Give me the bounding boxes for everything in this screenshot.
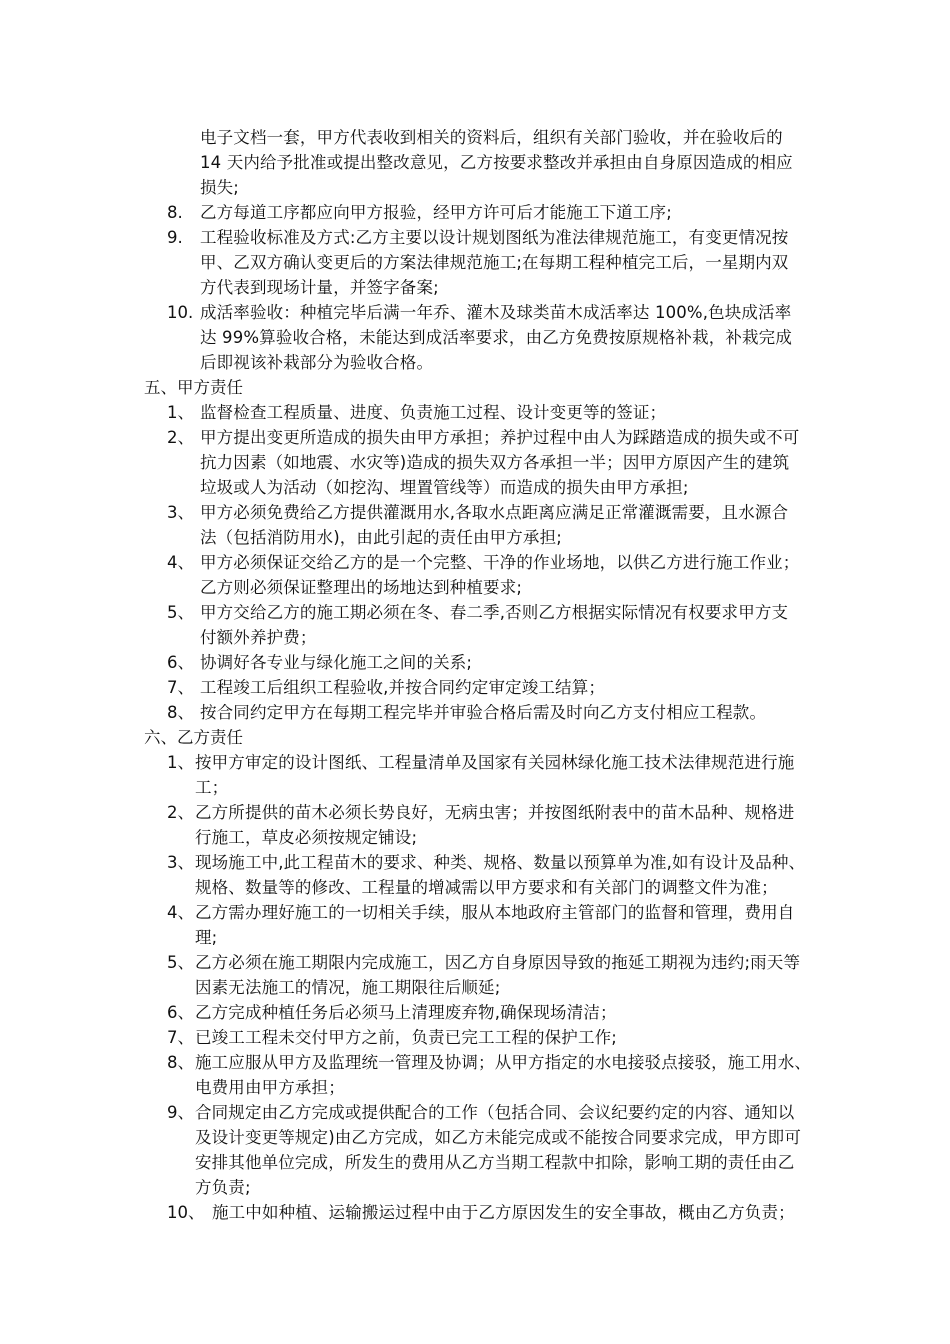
item-line: 法（包括消防用水)，由此引起的责任由甲方承担;: [200, 528, 562, 547]
item-line: 后即视该补栽部分为验收合格。: [200, 353, 434, 372]
item-number: 2、: [167, 803, 194, 822]
item-line: 现场施工中,此工程苗木的要求、种类、规格、数量以预算单为准,如有设计及品种、: [195, 853, 806, 872]
item-line: 监督检查工程质量、进度、负责施工过程、设计变更等的签证；: [200, 403, 667, 422]
item-line: 方负责;: [195, 1178, 251, 1197]
item-number: 3、: [167, 853, 194, 872]
item-line: 工程竣工后组织工程验收,并按合同约定审定竣工结算；: [200, 678, 605, 697]
intro-line: 电子文档一套，甲方代表收到相关的资料后，组织有关部门验收，并在验收后的: [200, 128, 783, 147]
intro-line: 14 天内给予批准或提出整改意见，乙方按要求整改并承担由自身原因造成的相应: [200, 153, 793, 172]
item-line: 理;: [195, 928, 218, 947]
item-number: 1、: [167, 403, 194, 422]
item-number: 4、: [167, 553, 194, 572]
item-number: 8、: [167, 1053, 194, 1072]
item-number: 1、: [167, 753, 194, 772]
item-number: 4、: [167, 903, 194, 922]
item-line: 协调好各专业与绿化施工之间的关系;: [200, 653, 473, 672]
item-line: 乙方则必须保证整理出的场地达到种植要求;: [200, 578, 523, 597]
item-line: 甲、乙双方确认变更后的方案法律规范施工;在每期工程种植完工后，一星期内双: [200, 253, 789, 272]
item-line: 抗力因素（如地震、水灾等)造成的损失双方各承担一半；因甲方原因产生的建筑: [200, 453, 790, 472]
item-line: 电费用由甲方承担；: [195, 1078, 345, 1097]
item-line: 已竣工工程未交付甲方之前，负责已完工工程的保护工作;: [195, 1028, 617, 1047]
item-line: 施工中如种植、运输搬运过程中由于乙方原因发生的安全事故，概由乙方负责；: [212, 1203, 795, 1222]
section-heading: 六、乙方责任: [144, 728, 243, 747]
item-line: 及设计变更等规定)由乙方完成，如乙方未能完成或不能按合同要求完成，甲方即可: [195, 1128, 801, 1147]
item-line: 甲方必须免费给乙方提供灌溉用水,各取水点距离应满足正常灌溉需要，且水源合: [200, 503, 789, 522]
item-line: 乙方需办理好施工的一切相关手续，服从本地政府主管部门的监督和管理，费用自: [195, 903, 795, 922]
item-line: 安排其他单位完成，所发生的费用从乙方当期工程款中扣除，影响工期的责任由乙: [195, 1153, 795, 1172]
intro-line: 损失;: [200, 178, 240, 197]
item-line: 工；: [195, 778, 229, 797]
item-line: 乙方每道工序都应向甲方报验，经甲方许可后才能施工下道工序;: [200, 203, 672, 222]
item-number: 10、: [167, 1203, 205, 1222]
item-number: 10.: [167, 303, 194, 322]
item-line: 乙方所提供的苗木必须长势良好，无病虫害；并按图纸附表中的苗木品种、规格进: [195, 803, 795, 822]
item-number: 9.: [167, 228, 183, 247]
item-number: 7、: [167, 678, 194, 697]
item-line: 甲方提出变更所造成的损失由甲方承担；养护过程中由人为踩踏造成的损失或不可: [200, 428, 800, 447]
item-line: 规格、数量等的修改、工程量的增减需以甲方要求和有关部门的调整文件为准；: [195, 878, 778, 897]
item-number: 6、: [167, 1003, 194, 1022]
item-line: 达 99%算验收合格，未能达到成活率要求，由乙方免费按原规格补栽，补栽完成: [200, 328, 792, 347]
item-line: 乙方必须在施工期限内完成施工，因乙方自身原因导致的拖延工期视为违约;雨天等: [195, 953, 801, 972]
item-line: 行施工，草皮必须按规定铺设;: [195, 828, 418, 847]
item-number: 8.: [167, 203, 183, 222]
item-number: 6、: [167, 653, 194, 672]
item-line: 成活率验收：种植完毕后满一年乔、灌木及球类苗木成活率达 100%,色块成活率: [200, 303, 792, 322]
item-line: 合同规定由乙方完成或提供配合的工作（包括合同、会议纪要约定的内容、通知以: [195, 1103, 795, 1122]
item-line: 甲方交给乙方的施工期必须在冬、春二季,否则乙方根据实际情况有权要求甲方支: [200, 603, 789, 622]
item-line: 方代表到现场计量，并签字备案;: [200, 278, 439, 297]
item-number: 9、: [167, 1103, 194, 1122]
item-number: 5、: [167, 603, 194, 622]
section-heading: 五、甲方责任: [144, 378, 243, 397]
item-line: 甲方必须保证交给乙方的是一个完整、干净的作业场地，以供乙方进行施工作业；: [200, 553, 800, 572]
item-line: 因素无法施工的情况，施工期限往后顺延;: [195, 978, 501, 997]
item-line: 乙方完成种植任务后必须马上清理废弃物,确保现场清洁；: [195, 1003, 617, 1022]
item-line: 按合同约定甲方在每期工程完毕并审验合格后需及时向乙方支付相应工程款。: [200, 703, 767, 722]
item-number: 7、: [167, 1028, 194, 1047]
item-line: 工程验收标准及方式:乙方主要以设计规划图纸为准法律规范施工，有变更情况按: [200, 228, 789, 247]
item-line: 施工应服从甲方及监理统一管理及协调；从甲方指定的水电接驳点接驳，施工用水、: [195, 1053, 812, 1072]
item-line: 按甲方审定的设计图纸、工程量清单及国家有关园林绿化施工技术法律规范进行施: [195, 753, 795, 772]
item-number: 2、: [167, 428, 194, 447]
item-line: 垃圾或人为活动（如挖沟、埋置管线等）而造成的损失由甲方承担;: [200, 478, 689, 497]
item-number: 8、: [167, 703, 194, 722]
item-number: 3、: [167, 503, 194, 522]
item-line: 付额外养护费；: [200, 628, 317, 647]
item-number: 5、: [167, 953, 194, 972]
